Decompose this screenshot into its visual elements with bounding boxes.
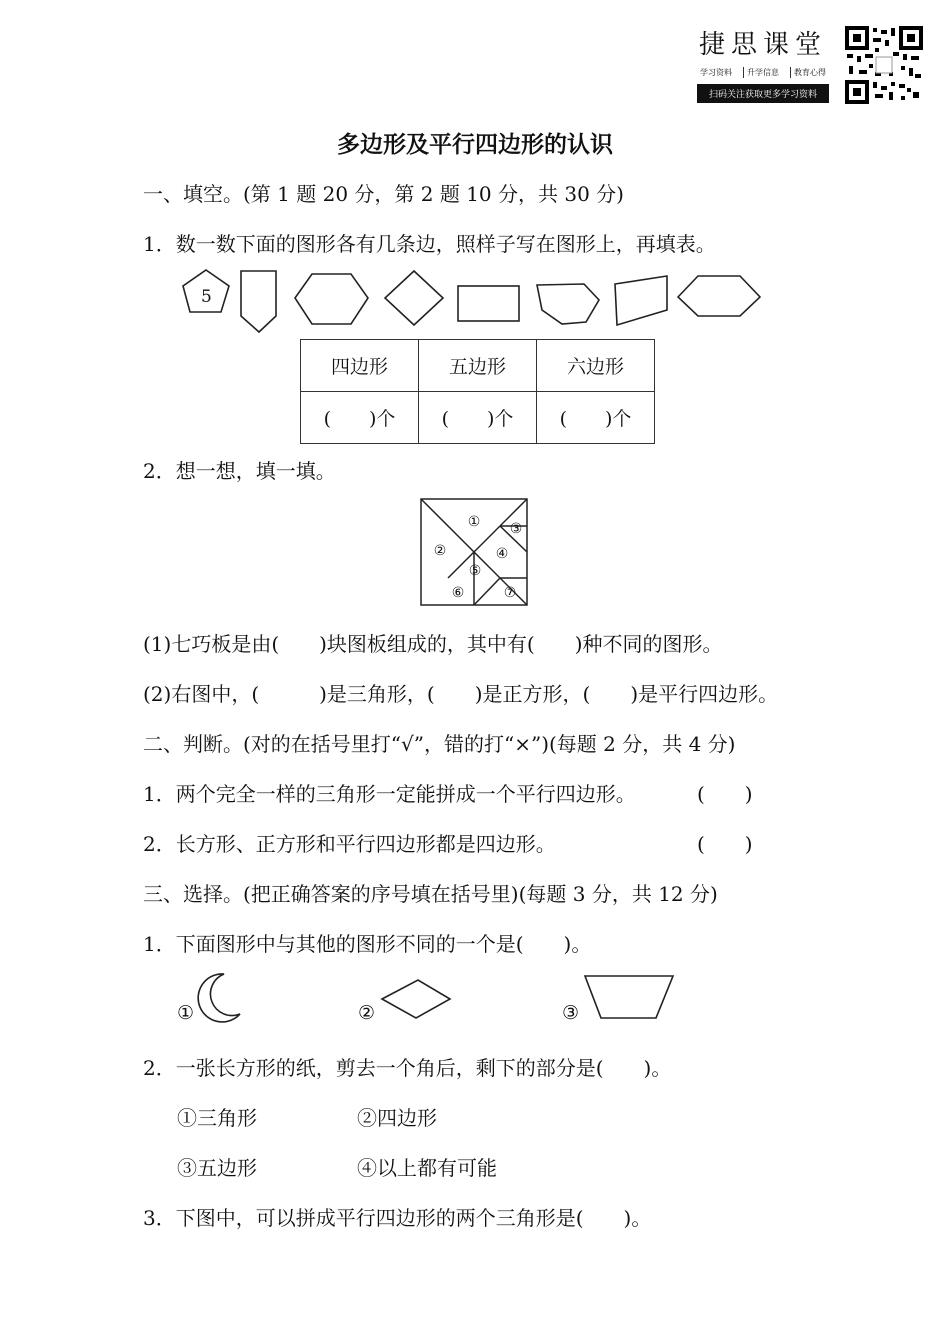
choice-option: ③五边形 — [177, 1156, 257, 1180]
answer-cell[interactable]: ( )个 — [301, 392, 419, 444]
diamond-shape — [385, 271, 443, 325]
question-1-1: 1．数一数下面的图形各有几条边，照样子写在图形上，再填表。 — [143, 232, 716, 256]
section2-heading: 二、判断。(对的在括号里打“√”，错的打“×”)(每题 2 分，共 4 分) — [143, 732, 736, 756]
option-label: ③ — [562, 1002, 580, 1024]
section3-heading: 三、选择。(把正确答案的序号填在括号里)(每题 3 分，共 12 分) — [143, 882, 718, 906]
option-label: ① — [177, 1002, 195, 1024]
table-row — [301, 340, 655, 392]
polygon-row — [0, 0, 950, 340]
tangram-label: ⑤ — [468, 563, 482, 579]
tangram-figure — [420, 498, 528, 606]
question-1-2-1: (1)七巧板是由( )块图板组成的，其中有( )种不同的图形。 — [143, 632, 723, 656]
table-header: 五边形 — [419, 340, 537, 392]
tangram-label: ⑦ — [503, 585, 517, 601]
page-title: 多边形及平行四边形的认识 — [337, 132, 613, 158]
tangram-label: ⑥ — [451, 585, 465, 601]
option-label: ② — [358, 1002, 376, 1024]
answer-cell[interactable]: ( )个 — [419, 392, 537, 444]
question-1-2-2: (2)右图中，( )是三角形，( )是正方形，( )是平行四边形。 — [143, 682, 779, 706]
choice-3: 3．下图中，可以拼成平行四边形的两个三角形是( )。 — [143, 1206, 652, 1230]
tangram-label: ② — [433, 543, 447, 559]
polygon-count-table — [300, 339, 655, 444]
table-header: 四边形 — [301, 340, 419, 392]
rectangle-shape — [458, 286, 519, 321]
crescent-shape — [196, 970, 246, 1025]
brand-tag: 教育心得 — [790, 67, 829, 78]
qr-caption: 扫码关注获取更多学习资料 — [697, 84, 829, 103]
choice-option: ④以上都有可能 — [357, 1156, 497, 1180]
trapezoid-shape — [583, 972, 677, 1022]
tangram-label: ① — [467, 514, 481, 530]
quadrilateral-shape — [615, 276, 667, 325]
sample-edge-count: 5 — [201, 287, 212, 307]
answer-bracket[interactable]: ( ) — [697, 832, 753, 856]
answer-cell[interactable]: ( )个 — [537, 392, 655, 444]
brand-tag: 学习资料 — [700, 68, 732, 77]
rhombus-shape — [380, 978, 454, 1020]
tangram-label: ③ — [509, 521, 523, 537]
brand-name: 捷思课堂 — [698, 30, 827, 60]
table-row — [301, 392, 655, 444]
judgement-2: 2．长方形、正方形和平行四边形都是四边形。 — [143, 832, 556, 856]
tangram-label: ④ — [495, 546, 509, 562]
hexagon-shape — [295, 274, 368, 324]
table-header: 六边形 — [537, 340, 655, 392]
choice-option: ②四边形 — [357, 1106, 437, 1130]
hexagon-wide-shape — [678, 276, 760, 316]
choice-1: 1．下面图形中与其他的图形不同的一个是( )。 — [143, 932, 592, 956]
section1-heading: 一、填空。(第 1 题 20 分，第 2 题 10 分，共 30 分) — [143, 182, 624, 206]
brand-tag: 升学信息 — [743, 67, 782, 78]
choice-option: ①三角形 — [177, 1106, 257, 1130]
choice-2: 2．一张长方形的纸，剪去一个角后，剩下的部分是( )。 — [143, 1056, 672, 1080]
pentagon-arrow-shape — [241, 271, 276, 332]
irregular-pentagon-shape — [537, 284, 599, 324]
judgement-1: 1．两个完全一样的三角形一定能拼成一个平行四边形。 — [143, 782, 636, 806]
answer-bracket[interactable]: ( ) — [697, 782, 753, 806]
question-1-2: 2．想一想，填一填。 — [143, 459, 336, 483]
